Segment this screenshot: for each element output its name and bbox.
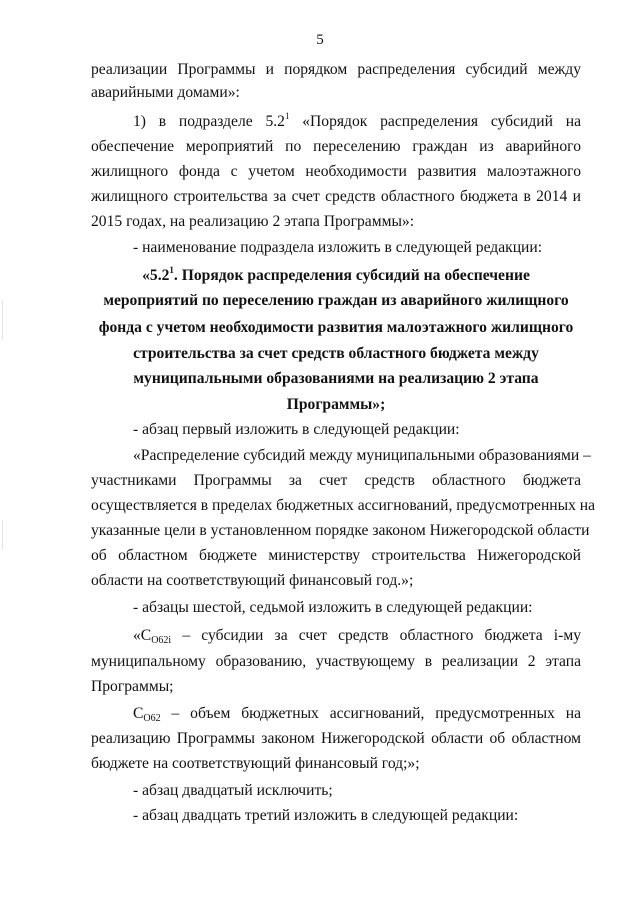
text-span: – объем бюджетных ассигнований, предусмотренных на <box>160 705 581 722</box>
paragraph-line: - абзац двадцатый исключить; <box>133 782 333 799</box>
page-number: 5 <box>316 32 324 48</box>
text-span: 1) в подразделе 5.2 <box>133 113 285 130</box>
paragraph-line: области на соответствующий финансовый год.»; <box>91 572 414 589</box>
paragraph-line: об областном бюджете министерству строительства Нижегородской <box>91 547 581 564</box>
text-span: – субсидии за счет средств областного бюджета i-му <box>171 627 581 644</box>
paragraph-line <box>133 704 581 724</box>
section-heading-line: мероприятий по переселению граждан из аварийного жилищного <box>103 292 569 309</box>
paragraph-line <box>133 626 581 646</box>
paragraph-line: Программы; <box>91 678 174 695</box>
paragraph-line: «Распределение субсидий между муниципальными образованиями – <box>133 447 591 464</box>
superscript: 1 <box>169 265 174 275</box>
paragraph-line: реализации Программы и порядком распределения субсидий между <box>91 61 581 78</box>
paragraph-line <box>133 112 581 132</box>
scan-edge-mark <box>2 520 3 550</box>
paragraph-line: реализацию Программы законом Нижегородской области об областном <box>91 730 581 747</box>
text-span: «5.2 <box>142 267 170 284</box>
section-heading-line: строительства за счет средств областного бюджета между <box>133 345 539 362</box>
paragraph-line: бюджете на соответствующий финансовый год;»; <box>91 755 420 772</box>
paragraph-line: - наименование подраздела изложить в следующей редакции: <box>133 239 543 256</box>
paragraph-line: указанные цели в установленном порядке законом Нижегородской области <box>91 522 590 539</box>
section-heading-line <box>91 266 581 286</box>
section-heading-line: Программы»; <box>286 396 386 413</box>
paragraph-line: муниципальному образованию, участвующему в реализации 2 этапа <box>91 653 581 670</box>
text-span: «Порядок распределения субсидий на <box>289 113 581 130</box>
superscript: 1 <box>284 111 290 121</box>
paragraph-line: 2015 годах, на реализацию 2 этапа Программы»: <box>91 213 415 230</box>
text-span: С <box>133 705 144 722</box>
paragraph-line: жилищного строительства за счет средств областного бюджета в 2014 и <box>91 188 581 205</box>
section-heading-line: муниципальными образованиями на реализацию 2 этапа <box>133 370 539 387</box>
paragraph-line: участниками Программы за счет средств областного бюджета <box>91 472 581 489</box>
paragraph-line: осуществляется в пределах бюджетных ассигнований, предусмотренных на <box>91 497 596 514</box>
text-span: «С <box>133 627 152 644</box>
text-span: . Порядок распределения субсидий на обеспечение <box>173 267 530 284</box>
paragraph-line: жилищного фонда с учетом необходимости развития малоэтажного <box>91 163 581 180</box>
scan-edge-mark <box>2 300 3 340</box>
paragraph-line: - абзац двадцать третий изложить в следующей редакции: <box>133 807 519 824</box>
section-heading-line: фонда с учетом необходимости развития малоэтажного жилищного <box>98 319 574 336</box>
subscript: О62 <box>143 713 161 724</box>
paragraph-line: - абзацы шестой, седьмой изложить в следующей редакции: <box>133 599 533 616</box>
paragraph-line: аварийными домами»: <box>91 84 240 101</box>
paragraph-line: - абзац первый изложить в следующей редакции: <box>133 421 460 438</box>
paragraph-line: обеспечение мероприятий по переселению граждан из аварийного <box>91 138 581 155</box>
subscript: О62i <box>151 635 172 646</box>
